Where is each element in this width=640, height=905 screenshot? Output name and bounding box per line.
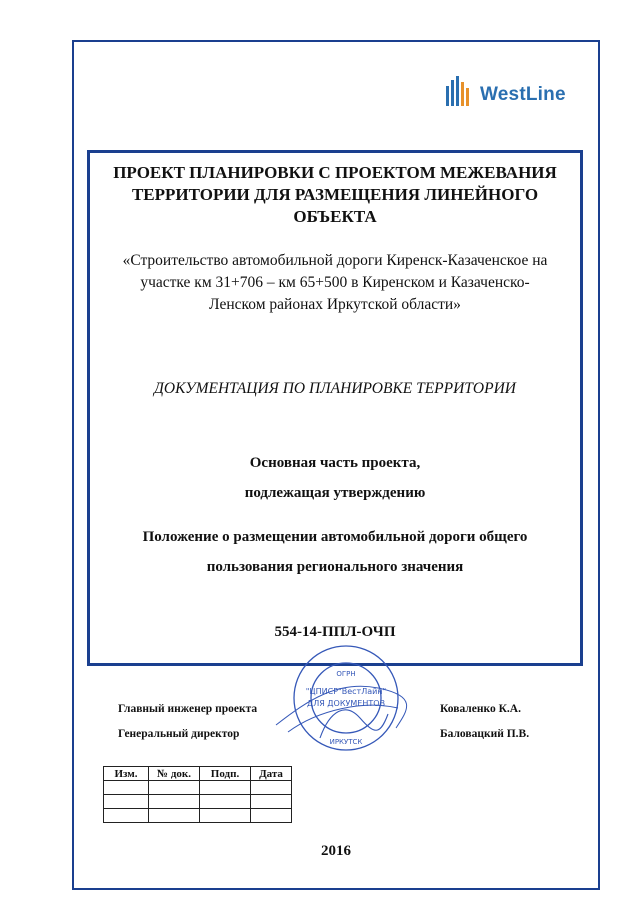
document-title <box>100 162 570 228</box>
project-subtitle <box>100 250 570 316</box>
chief-engineer-name: Коваленко К.А. <box>440 703 521 715</box>
seal-center-bottom-text: ДЛЯ ДОКУМЕНТОВ <box>306 699 386 708</box>
revision-header-cell: Подп. <box>200 767 251 781</box>
revision-cell <box>200 781 251 795</box>
subtitle-line: участке км 31+706 – км 65+500 в Киренском и Казаченско- <box>140 274 530 291</box>
revision-cell <box>149 781 200 795</box>
revision-header-cell: № док. <box>149 767 200 781</box>
revision-cell <box>251 781 292 795</box>
main-part-heading <box>100 448 570 508</box>
revision-table-header-row <box>104 767 292 781</box>
subtitle-line: Ленском районах Иркутской области» <box>209 296 461 313</box>
seal-bottom-text: ИРКУТСК <box>329 738 363 746</box>
revision-table-row <box>104 809 292 823</box>
title-line: ОБЪЕКТА <box>293 207 377 226</box>
title-line: ТЕРРИТОРИИ ДЛЯ РАЗМЕЩЕНИЯ ЛИНЕЙНОГО <box>131 185 539 204</box>
placement-regulation-heading <box>100 522 570 582</box>
logo-bars-icon <box>444 72 478 108</box>
revision-cell <box>149 809 200 823</box>
revision-cell <box>104 795 149 809</box>
revision-header-cell: Дата <box>251 767 292 781</box>
placement-line: пользования регионального значения <box>206 559 464 575</box>
revision-cell <box>200 809 251 823</box>
revision-cell <box>200 795 251 809</box>
revision-cell <box>251 795 292 809</box>
placement-line: Положение о размещении автомобильной дороги общего <box>142 529 528 545</box>
director-name: Баловацкий П.В. <box>440 728 530 740</box>
revision-table-row <box>104 781 292 795</box>
westline-logo <box>444 72 584 112</box>
revision-table <box>103 766 292 823</box>
chief-engineer-label: Главный инженер проекта <box>118 703 258 715</box>
seal-center-top-text: ОГРН <box>336 670 356 678</box>
document-code: 554-14-ППЛ-ОЧП <box>274 624 396 640</box>
documentation-type: ДОКУМЕНТАЦИЯ ПО ПЛАНИРОВКЕ ТЕРРИТОРИИ <box>154 380 516 397</box>
subtitle-line: «Строительство автомобильной дороги Киренск-Казаченское на <box>122 252 548 269</box>
revision-table-row <box>104 795 292 809</box>
main-part-line: Основная часть проекта, <box>249 455 421 471</box>
revision-header-cell: Изм. <box>104 767 149 781</box>
director-label: Генеральный директор <box>118 728 240 740</box>
main-part-line: подлежащая утверждению <box>244 485 426 501</box>
document-year: 2016 <box>321 843 351 859</box>
revision-cell <box>251 809 292 823</box>
seal-center-name-text: "ЦПИСР"ВестЛайн" <box>305 687 387 696</box>
title-line: ПРОЕКТ ПЛАНИРОВКИ С ПРОЕКТОМ МЕЖЕВАНИЯ <box>113 163 557 182</box>
revision-cell <box>149 795 200 809</box>
revision-cell <box>104 809 149 823</box>
revision-cell <box>104 781 149 795</box>
company-seal <box>268 640 418 770</box>
logo-text: WestLine <box>480 84 566 105</box>
